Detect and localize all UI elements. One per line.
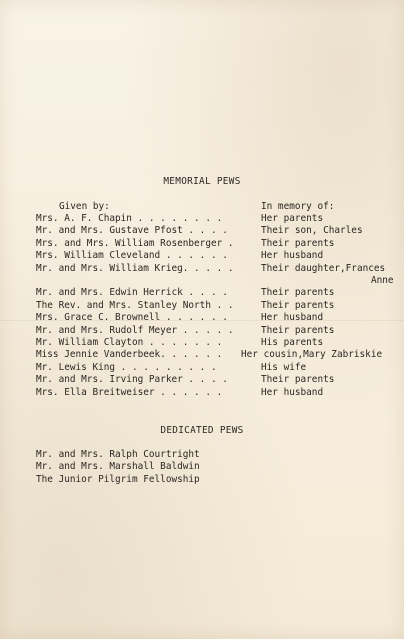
memorial-pews-heading: MEMORIAL PEWS [163, 176, 241, 187]
memorial-row [36, 250, 402, 262]
dedicated-row: Mr. and Mrs. Ralph Courtright [36, 449, 200, 460]
giver-name: Mrs. A. F. Chapin . . . . . . . . [36, 213, 223, 224]
memorial-row [36, 312, 402, 324]
giver-name: Mrs. and Mrs. William Rosenberger . [36, 237, 234, 249]
memorial-row [36, 225, 402, 237]
memorial-dedication: His parents [261, 337, 324, 348]
dedicated-list [36, 449, 200, 486]
in-memory-header: In memory of: [261, 201, 335, 212]
giver-name: Mr. and Mrs. Gustave Pfost . . . . [36, 225, 228, 237]
giver-name: Mr. and Mrs. Edwin Herrick . . . . [36, 287, 228, 299]
memorial-row [36, 238, 402, 250]
memorial-dedication-continuation: Anne [371, 274, 394, 286]
memorial-dedication: Their parents [261, 237, 335, 249]
memorial-row [36, 349, 402, 361]
memorial-dedication: Their parents [261, 299, 335, 311]
giver-name: Mrs. William Cleveland . . . . . . [36, 250, 228, 262]
memorial-dedication: Their son, Charles [261, 225, 363, 237]
memorial-dedication: Her husband [261, 312, 324, 324]
memorial-dedication: Their parents [261, 324, 335, 336]
giver-name: Mr. and Mrs. William Krieg. . . . . [36, 262, 234, 274]
giver-name: Miss Jennie Vanderbeek. . . . . . [36, 349, 223, 361]
memorial-dedication: Her cousin,Mary Zabriskie [241, 349, 383, 361]
memorial-dedication: His wife [261, 361, 307, 373]
memorial-row [36, 387, 402, 399]
memorial-dedication: Their parents [261, 287, 335, 299]
giver-name: The Rev. and Mrs. Stanley North . . [36, 299, 234, 311]
giver-name: Mr. William Clayton . . . . . . . [36, 337, 223, 348]
memorial-dedication: Her parents [261, 213, 324, 224]
dedicated-pews-heading: DEDICATED PEWS [160, 425, 244, 436]
memorial-row [36, 374, 402, 386]
dedicated-row: The Junior Pilgrim Fellowship [36, 473, 200, 485]
giver-name: Mr. Lewis King . . . . . . . . . [36, 361, 217, 373]
memorial-dedication: Their parents [261, 374, 335, 386]
memorial-row [36, 262, 402, 286]
memorial-dedication: Her husband [261, 386, 324, 398]
memorial-dedication: Her husband [261, 250, 324, 262]
giver-name: Mrs. Ella Breitweiser . . . . . . [36, 386, 223, 398]
memorial-row [36, 337, 402, 349]
giver-name: Mr. and Mrs. Irving Parker . . . . [36, 374, 228, 386]
memorial-row [36, 213, 402, 225]
dedicated-row: Mr. and Mrs. Marshall Baldwin [36, 461, 200, 473]
memorial-row [36, 287, 402, 299]
memorial-row [36, 325, 402, 337]
memorial-row [36, 300, 402, 312]
giver-name: Mr. and Mrs. Rudolf Meyer . . . . . [36, 324, 234, 336]
memorial-dedication: Their daughter,Frances [261, 262, 386, 274]
given-by-header: Given by: [59, 201, 110, 212]
memorial-row [36, 362, 402, 374]
giver-name: Mrs. Grace C. Brownell . . . . . . [36, 312, 228, 324]
